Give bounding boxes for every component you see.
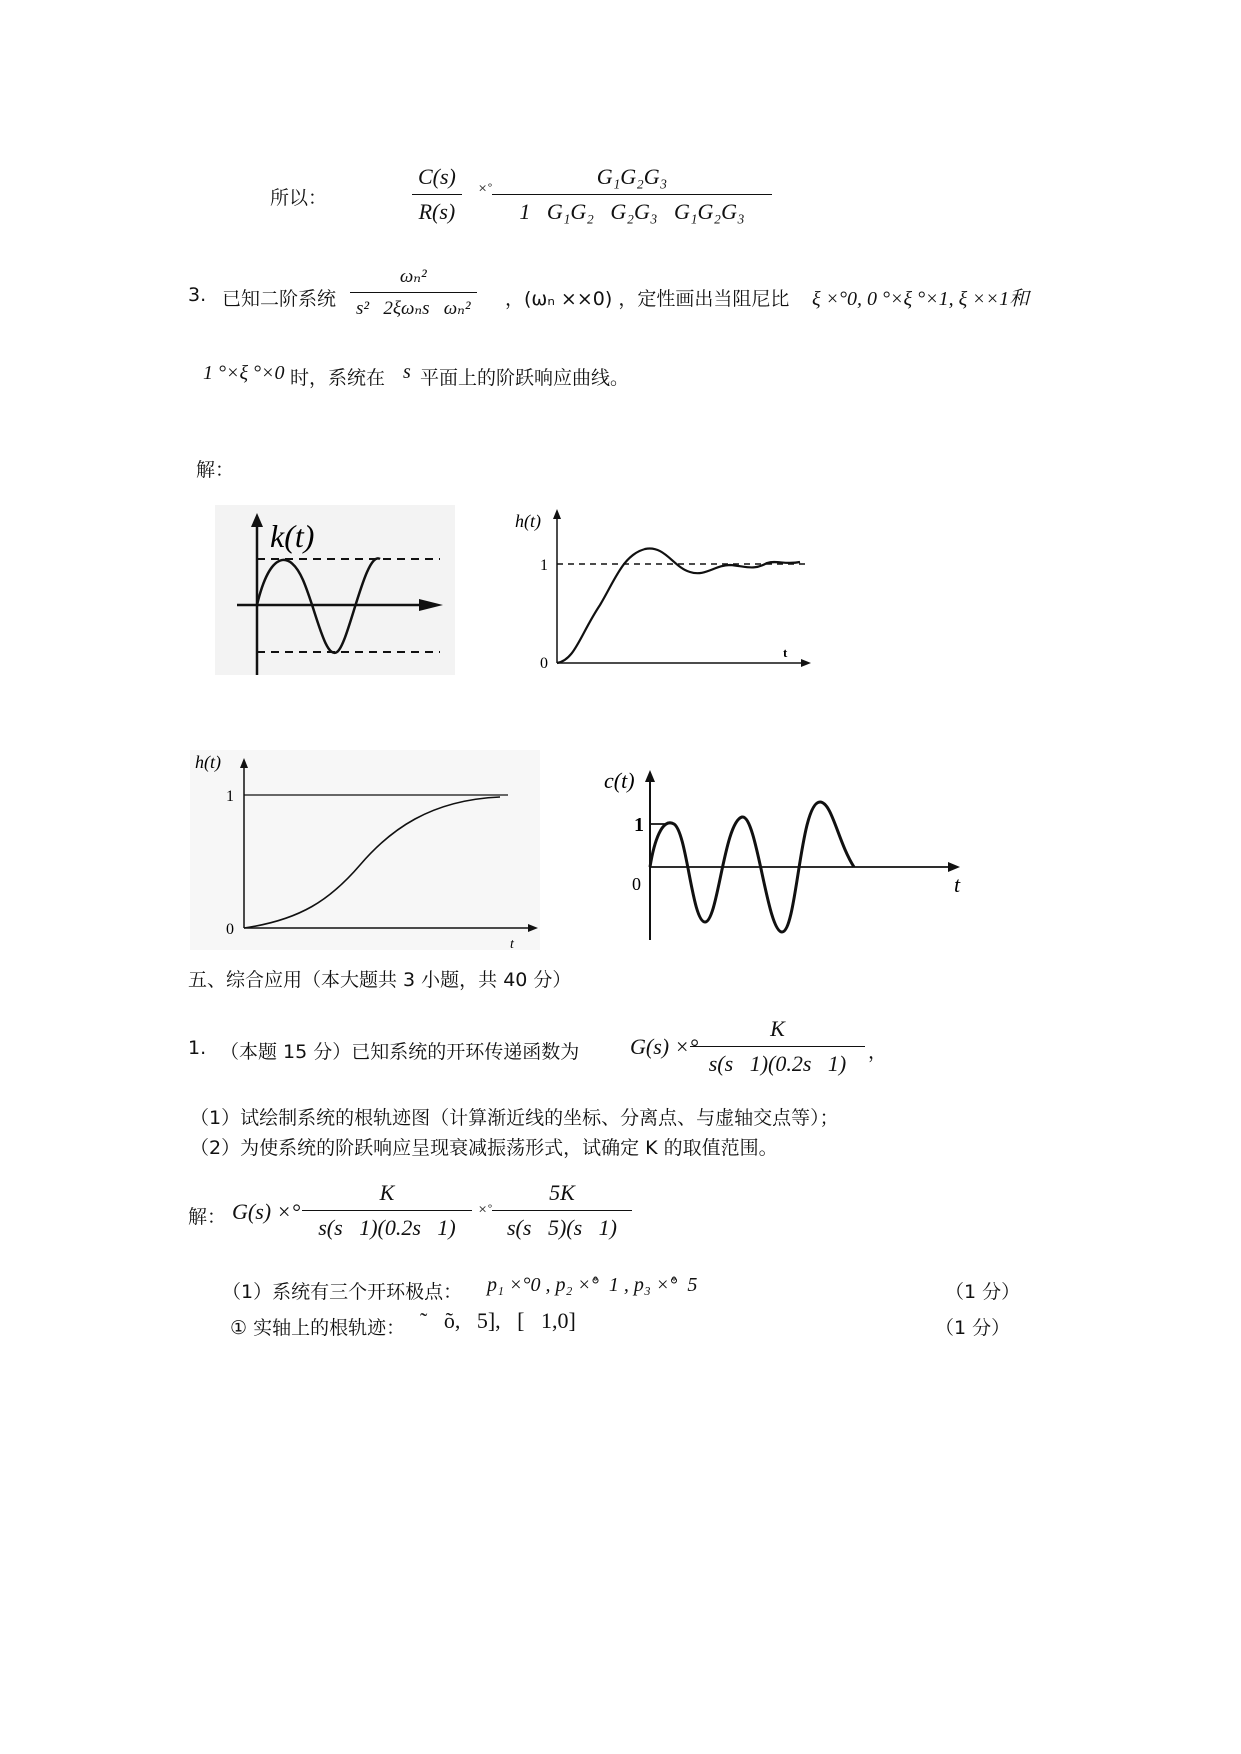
- sol-f2-num: 5K: [549, 1180, 575, 1205]
- sol-lhs: G(s) ×°: [232, 1199, 301, 1224]
- sol-line1: （1）系统有三个开环极点：: [222, 1281, 463, 1303]
- sol-fraction2: [492, 1180, 632, 1241]
- q3-condition: ，(ωₙ ××0) ，定性画出当阻尼比: [505, 288, 790, 310]
- q3-cases: ξ ×°0, 0 °×ξ °×1, ξ ××1和: [812, 288, 1030, 310]
- p1-tf-fraction: [690, 1016, 865, 1077]
- p1-sub2: （2）为使系统的阶跃响应呈现衰减振荡形式，试确定 K 的取值范围。: [190, 1137, 778, 1159]
- eq1-rhs-fraction: [492, 164, 772, 225]
- graph2-tick1: 1: [540, 557, 548, 574]
- graph3-tick0: 0: [226, 921, 234, 938]
- graph-divergent: [592, 762, 972, 947]
- graph-overdamped: [190, 750, 540, 950]
- p1-tf-den: s(s 1)(0.2s 1): [690, 1046, 865, 1077]
- sol-f1-num: K: [379, 1180, 395, 1205]
- graph2-xlabel: t: [783, 645, 788, 660]
- eq1-rhs-den: 1 G₁G₂ G₂G₃ G₁G₂G₃: [492, 194, 772, 225]
- graph4-ylabel: c(t): [604, 768, 635, 793]
- sol-label: 解：: [188, 1206, 227, 1228]
- graph2-tick0: 0: [540, 655, 548, 672]
- p1-lhs: G(s) ×°: [630, 1034, 699, 1059]
- p1-tail: ，: [868, 1041, 888, 1063]
- graph4-tick1: 1: [634, 814, 644, 836]
- graph-underdamped-svg: [505, 505, 815, 675]
- sol-line2: ① 实轴上的根轨迹：: [230, 1317, 406, 1339]
- section5-heading: 五、综合应用（本大题共 3 小题，共 40 分）: [188, 969, 572, 991]
- q3-line2-s: s: [403, 361, 411, 383]
- sol-eq: ×°: [478, 1202, 493, 1216]
- p1-number: 1.: [188, 1037, 207, 1059]
- q3-line2-text2: 平面上的阶跃响应曲线。: [420, 367, 630, 389]
- eq1-relation: ×°: [478, 181, 493, 195]
- eq1-rhs-num: G₁G₂G₃: [596, 164, 668, 189]
- graph4-xlabel: t: [954, 872, 961, 897]
- graph4-tick0: 0: [632, 874, 641, 894]
- eq1-lhs-num: C(s): [418, 164, 456, 189]
- q3-tf-den: s² 2ξωₙs ωₙ²: [350, 292, 477, 320]
- graph3-ylabel: h(t): [195, 752, 221, 772]
- graph-overdamped-svg: [190, 750, 540, 950]
- sol-intervals: ˜ õ, 5], [ 1,0]: [420, 1308, 576, 1333]
- q3-text1: 已知二阶系统: [222, 288, 337, 310]
- sol-poles: p₁ ×°0 , p₂ ×̊° 1 , p₃ ×̊° 5: [487, 1274, 698, 1296]
- graph3-xlabel: t: [510, 937, 514, 950]
- graph-divergent-svg: [592, 762, 972, 947]
- answer-label: 解：: [196, 459, 235, 481]
- q3-line2-range: 1 °×ξ °×0: [203, 362, 285, 384]
- graph-underdamped: [505, 505, 815, 675]
- q3-tf-num: ωₙ²: [399, 266, 427, 287]
- eq1-lhs-fraction: [412, 164, 462, 225]
- p1-tf-num: K: [770, 1016, 785, 1041]
- graph2-ylabel: h(t): [515, 511, 541, 531]
- graph1-ylabel: k(t): [270, 518, 315, 554]
- q3-tf-fraction: [350, 265, 477, 320]
- eq1-lhs-den: R(s): [412, 194, 462, 225]
- sol-score1: （1 分）: [945, 1281, 1021, 1303]
- response-curve: [557, 549, 800, 663]
- p1-sub1: （1）试绘制系统的根轨迹图（计算渐近线的坐标、分离点、与虚轴交点等）；: [190, 1107, 839, 1129]
- q3-number: 3.: [188, 284, 207, 306]
- p1-intro: （本题 15 分）已知系统的开环传递函数为: [220, 1041, 580, 1063]
- graph-undamped: [215, 505, 455, 675]
- sol-score2: （1 分）: [935, 1317, 1011, 1339]
- eq1-label: 所以：: [270, 187, 328, 209]
- graph3-tick1: 1: [226, 788, 234, 805]
- sol-f1-den: s(s 1)(0.2s 1): [302, 1210, 472, 1241]
- sol-f2-den: s(s 5)(s 1): [492, 1210, 632, 1241]
- graph-undamped-svg: [215, 505, 455, 675]
- q3-line2-text: 时，系统在: [290, 367, 386, 389]
- sol-fraction1: [302, 1180, 472, 1241]
